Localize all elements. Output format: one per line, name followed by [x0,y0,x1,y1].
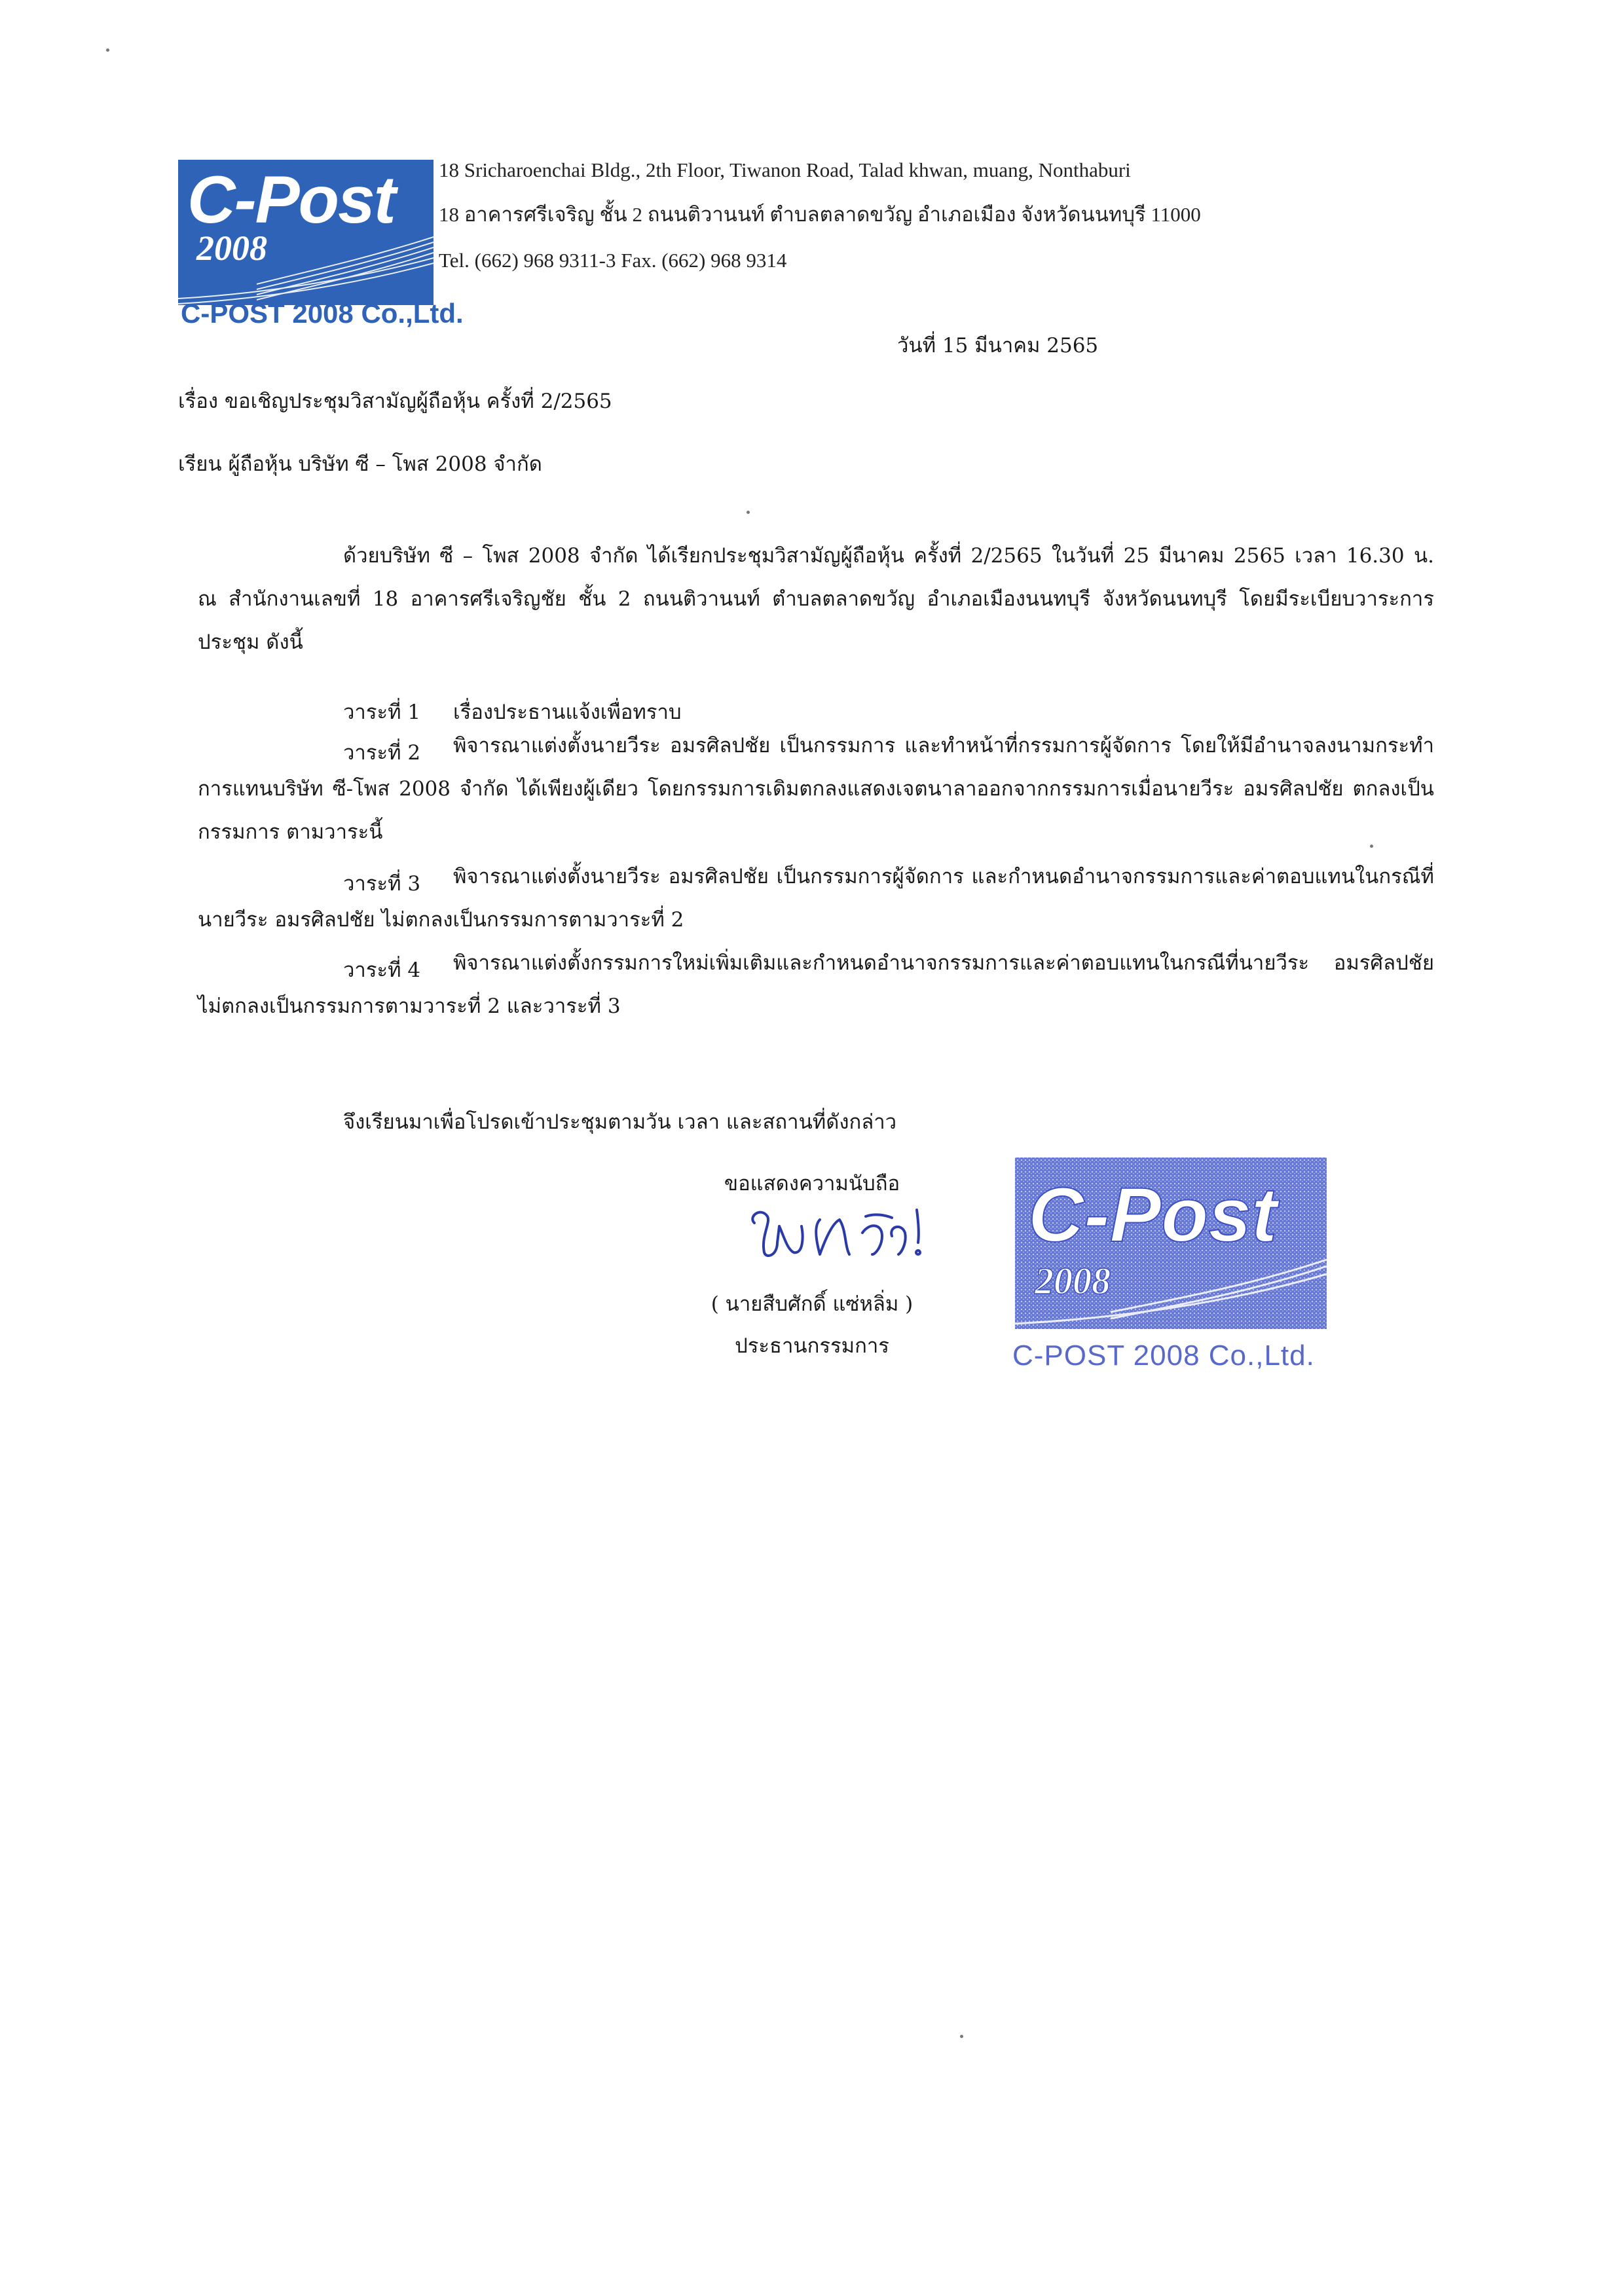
scan-speck [747,511,750,514]
letter-date: วันที่ 15 มีนาคม 2565 [897,334,1099,357]
agenda-text: กรรมการ ตามวาระนี้ [198,820,383,844]
scan-speck [106,48,109,52]
agenda-label: วาระที่ 2 [343,741,421,765]
letter-addressee: เรียน ผู้ถือหุ้น บริษัท ซี – โพส 2008 จำกัด [178,452,542,476]
stamp-logo-main: C-Post [1028,1172,1278,1258]
intro-line: ด้วยบริษัท ซี – โพส 2008 จำกัด ได้เรียกประชุมวิสามัญผู้ถือหุ้น ครั้งที่ 2/2565 ในวันที่ 25 มีนาคม 2565 เวลา 16.30 น. [343,544,1434,568]
agenda-text: เรื่องประธานแจ้งเพื่อทราบ [453,701,682,724]
agenda-text: พิจารณาแต่งตั้งนายวีระ อมรศิลปชัย เป็นกรรมการผู้จัดการ และกำหนดอำนาจกรรมการและค่าตอบแทนในกรณีที่ [453,865,1434,888]
intro-line: ประชุม ดังนี้ [198,630,303,654]
address-english: 18 Sricharoenchai Bldg., 2th Floor, Tiwanon Road, Talad khwan, muang, Nonthaburi [439,158,1131,181]
scan-speck [1370,845,1373,848]
signer-name: ( นายสืบศักดิ์ แซ่หลิ่ม ) [710,1292,913,1316]
company-logo [178,160,434,305]
agenda-text: การแทนบริษัท ซี-โพส 2008 จำกัด ได้เพียงผู้เดียว โดยกรรมการเดิมตกลงแสดงเจตนาลาออกจากกรรมการเมื่อนายวีระ อมรศิลปชัย ตกลงเป็น [198,777,1434,801]
agenda-label: วาระที่ 3 [343,872,421,896]
logo-year-text: 2008 [196,228,267,268]
agenda-label: วาระที่ 1 [343,701,421,724]
stamp-logo-year: 2008 [1035,1260,1111,1302]
logo-company-name: C-POST 2008 Co.,Ltd. [181,298,464,329]
logo-main-text: C-Post [187,162,395,237]
scan-speck [960,2035,963,2038]
intro-line: ณ สำนักงานเลขที่ 18 อาคารศรีเจริญชัย ชั้น 2 ถนนติวานนท์ ตำบลตลาดขวัญ อำเภอเมืองนนทบุรี จังหวัดนนทบุรี โดยมีระเบียบวาระการ [198,587,1434,611]
agenda-text: ไม่ตกลงเป็นกรรมการตามวาระที่ 2 และวาระที่ 3 [198,994,621,1018]
letter-subject: เรื่อง ขอเชิญประชุมวิสามัญผู้ถือหุ้น ครั้งที่ 2/2565 [178,390,612,413]
stamp-company-name: C-POST 2008 Co.,Ltd. [1012,1339,1315,1372]
company-stamp [1012,1155,1331,1364]
respect-line: ขอแสดงความนับถือ [724,1172,900,1195]
agenda-text: พิจารณาแต่งตั้งกรรมการใหม่เพิ่มเติมและกำหนดอำนาจกรรมการและค่าตอบแทนในกรณีที่นายวีระ อมรศิลปชัย [453,951,1434,975]
address-thai: 18 อาคารศรีเจริญ ชั้น 2 ถนนติวานนท์ ตำบลตลาดขวัญ อำเภอเมือง จังหวัดนนทบุรี 11000 [439,203,1201,226]
contact-numbers: Tel. (662) 968 9311-3 Fax. (662) 968 9314 [439,249,787,272]
closing-sentence: จึงเรียนมาเพื่อโปรดเข้าประชุมตามวัน เวลา และสถานที่ดังกล่าว [343,1110,897,1134]
agenda-label: วาระที่ 4 [343,958,421,982]
handwritten-signature [741,1197,938,1269]
signer-position: ประธานกรรมการ [735,1334,889,1358]
agenda-text: นายวีระ อมรศิลปชัย ไม่ตกลงเป็นกรรมการตามวาระที่ 2 [198,908,684,932]
agenda-text: พิจารณาแต่งตั้งนายวีระ อมรศิลปชัย เป็นกรรมการ และทำหน้าที่กรรมการผู้จัดการ โดยให้มีอำนาจลงนามกระทำ [453,734,1434,757]
